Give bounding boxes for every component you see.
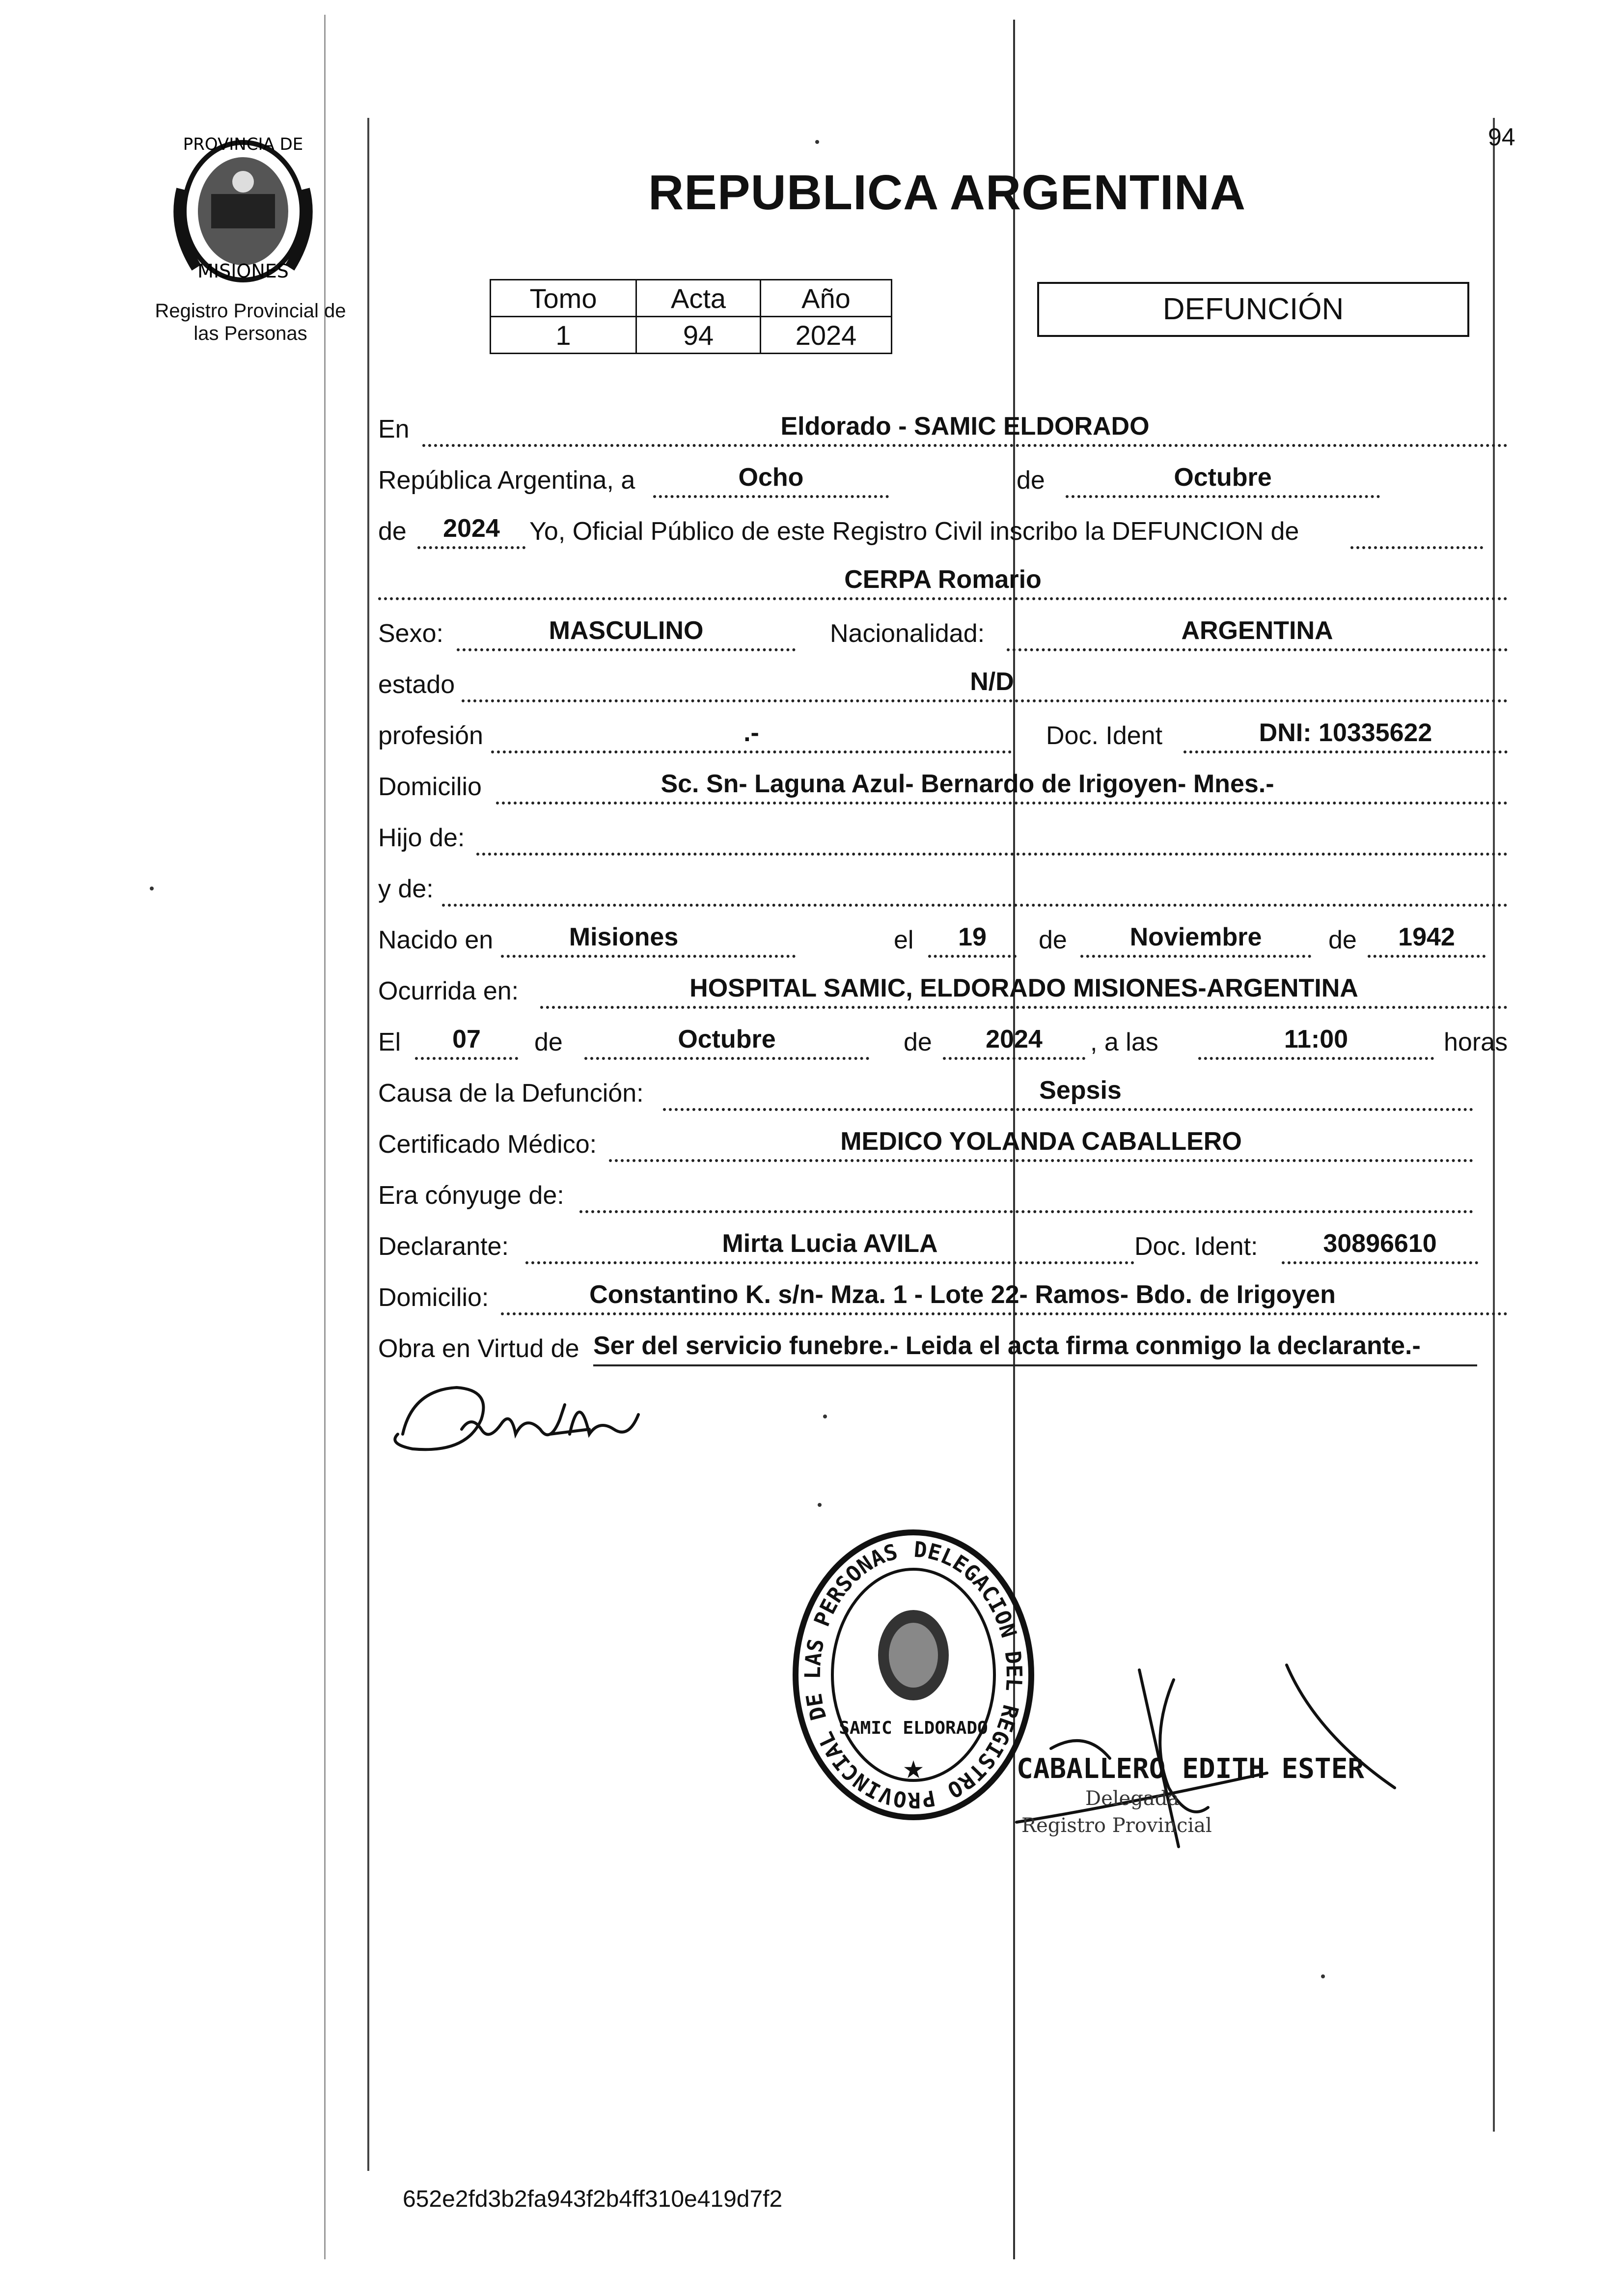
nac-mes-dotline [1080,955,1311,958]
horas-label: horas [1444,1028,1508,1056]
de-label-2: de [378,517,407,546]
de-label-4: de [1328,926,1357,954]
scan-speck [823,1415,827,1418]
seal-ring-text: DELEGACION DEL REGISTRO PROVINCIAL DE LAS PERSONAS [800,1537,1027,1813]
row-hijo-de [378,807,1508,859]
domicilio-dotline [496,802,1508,805]
hijo-de-label: Hijo de: [378,824,465,852]
row-profesion [378,705,1508,756]
nacionalidad-dotline [1007,648,1508,651]
anio-inscripcion: 2024 [443,514,500,543]
official-signature-stamp [1012,1660,1404,1866]
official-registry-seal [786,1523,1041,1837]
obra-underline [593,1364,1477,1366]
sexo-dotline [457,648,796,651]
sexo-value: MASCULINO [549,616,704,645]
row-estado [378,654,1508,705]
doc-ident-2-value: 30896610 [1323,1229,1437,1258]
obra-label: Obra en Virtud de [378,1334,579,1363]
causa-dotline [663,1108,1473,1111]
def-mes-dotline [584,1057,869,1060]
seal-inner-text: SAMIC ELDORADO [839,1718,988,1738]
ocurrida-label: Ocurrida en: [378,977,519,1005]
registry-line-2: las Personas [193,323,307,344]
registry-name [147,300,354,345]
de-label-1: de [1017,466,1045,495]
def-dia-dotline [415,1057,518,1060]
a-las-label: , a las [1090,1028,1158,1056]
hijo-dotline [476,853,1508,856]
scan-speck [815,140,819,144]
en-dotline [422,444,1508,447]
ocurrida-dotline [540,1006,1508,1009]
hora-value: 11:00 [1284,1025,1349,1054]
row-sexo [378,603,1508,654]
row-nombre [378,552,1508,603]
nac-dia-dotline [928,955,1017,958]
domicilio-2-label: Domicilio: [378,1283,489,1312]
y-de-dotline [442,904,1508,907]
causa-value: Sepsis [1039,1076,1122,1105]
obra-value: Ser del servicio funebre.- Leida el acta firma conmigo la declarante.- [593,1332,1421,1360]
causa-label: Causa de la Defunción: [378,1079,644,1108]
en-label: En [378,415,410,444]
scan-speck [818,1503,822,1507]
tomo-value: 1 [491,317,636,354]
dia-dotline [653,495,889,498]
stamp-name: CABALLERO EDITH ESTER [1017,1753,1365,1785]
row-certificado [378,1114,1508,1165]
el2-label: El [378,1028,401,1056]
estado-value: N/D [970,667,1014,696]
nac-dia: 19 [958,923,987,951]
nacido-dotline [501,955,796,958]
inscribo-text: Yo, Oficial Público de este Registro Civil inscribo la DEFUNCION de [529,517,1299,546]
left-edge-mark [324,15,326,2259]
logo-bottom-text: MISIONES [197,260,289,282]
inscribo-dotline [1350,546,1483,549]
profesion-label: profesión [378,722,483,750]
acta-value: 94 [636,317,761,354]
row-en [378,399,1508,450]
declarant-signature [383,1360,658,1469]
nombre-dotline [378,597,1508,600]
estado-label: estado [378,670,455,699]
mes-dotline [1066,495,1380,498]
def-anio: 2024 [986,1025,1043,1054]
de-label-6: de [904,1028,932,1056]
certificado-label: Certificado Médico: [378,1130,597,1159]
doc-dotline [1184,750,1508,753]
domicilio-value: Sc. Sn- Laguna Azul- Bernardo de Irigoyen- Mnes.- [661,770,1274,798]
row-nacido [378,910,1508,961]
anio-dotline [417,546,525,549]
el-label: el [894,926,914,954]
nac-mes: Noviembre [1129,923,1262,951]
anio-value: 2024 [761,317,892,354]
tomo-header: Tomo [491,280,636,317]
row-causa [378,1063,1508,1114]
domicilio-label: Domicilio [378,773,482,801]
anio-header: Año [761,280,892,317]
nacido-lugar: Misiones [569,923,679,951]
nac-anio: 1942 [1398,923,1455,951]
nombre-value: CERPA Romario [844,565,1042,594]
sexo-label: Sexo: [378,619,443,648]
nac-anio-dotline [1368,955,1486,958]
nacionalidad-value: ARGENTINA [1181,616,1333,645]
republica-label: República Argentina, a [378,466,635,495]
de-label-3: de [1039,926,1067,954]
nacido-label: Nacido en [378,926,494,954]
page-title: REPUBLICA ARGENTINA [648,165,1246,220]
def-dia: 07 [452,1025,481,1054]
row-domicilio-declarante [378,1267,1508,1318]
declarante-dotline [525,1261,1134,1264]
doc-ident-label: Doc. Ident [1046,722,1163,750]
hora-dotline [1198,1057,1434,1060]
acta-header: Acta [636,280,761,317]
misiones-coat-of-arms-icon [162,130,324,287]
document-hash: 652e2fd3b2fa943f2b4ff310e419d7f2 [403,2186,783,2212]
logo-top-text: PROVINCIA DE [183,135,303,154]
left-margin-line [367,118,369,2171]
dia-texto: Ocho [738,463,804,492]
domicilio2-dotline [501,1312,1508,1315]
row-y-de [378,859,1508,910]
row-declarante [378,1216,1508,1267]
y-de-label: y de: [378,875,434,903]
profesion-value: .- [743,719,759,747]
nacionalidad-label: Nacionalidad: [830,619,985,648]
registry-line-1: Registro Provincial de [155,300,346,322]
profesion-dotline [491,750,1012,753]
conyuge-dotline [579,1210,1473,1213]
en-value: Eldorado - SAMIC ELDORADO [780,412,1150,441]
ocurrida-value: HOSPITAL SAMIC, ELDORADO MISIONES-ARGENTINA [689,974,1358,1002]
declarante-value: Mirta Lucia AVILA [722,1229,938,1258]
conyuge-label: Era cónyuge de: [378,1181,564,1210]
def-mes: Octubre [678,1025,776,1054]
seal-star-icon: ★ [902,1756,925,1783]
mes-value: Octubre [1174,463,1272,492]
certificado-dotline [609,1159,1473,1162]
row-fecha-defuncion [378,1012,1508,1063]
doc-ident-value: DNI: 10335622 [1259,719,1432,747]
row-conyuge [378,1165,1508,1216]
stamp-org: Registro Provincial [1021,1814,1212,1837]
estado-dotline [462,699,1508,702]
page-number: 94 [1488,123,1515,151]
scan-speck [1321,1974,1325,1978]
de-label-5: de [534,1028,563,1056]
def-anio-dotline [943,1057,1085,1060]
declarante-label: Declarante: [378,1232,509,1261]
stamp-role: Delegada [1085,1787,1180,1810]
reference-table [490,279,892,354]
doc-ident-2-label: Doc. Ident: [1134,1232,1258,1261]
doc2-dotline [1282,1261,1478,1264]
certificado-value: MEDICO YOLANDA CABALLERO [840,1127,1242,1156]
row-ocurrida [378,961,1508,1012]
row-inscribo [378,501,1508,552]
row-domicilio [378,756,1508,807]
row-republica [378,450,1508,501]
scan-speck [150,887,154,890]
domicilio-2-value: Constantino K. s/n- Mza. 1 - Lote 22- Ramos- Bdo. de Irigoyen [589,1280,1336,1309]
document-type-box: DEFUNCIÓN [1037,282,1469,337]
